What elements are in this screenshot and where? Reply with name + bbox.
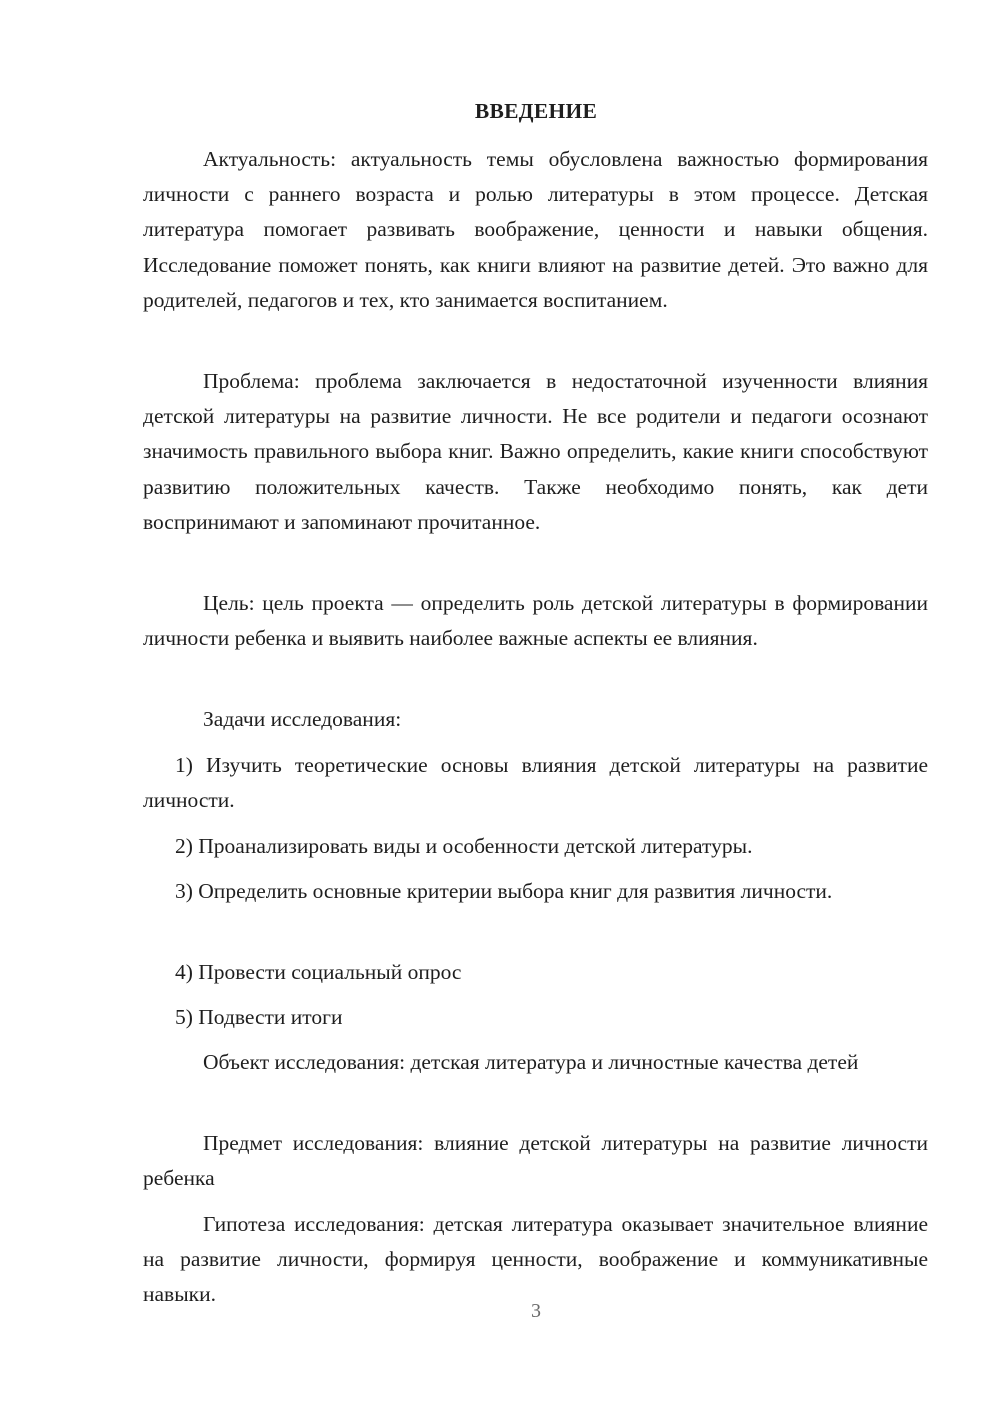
task-item-2: 2) Проанализировать виды и особенности детской литературы. [175, 834, 753, 858]
paragraph-relevance: Актуальность: актуальность темы обусловлена важностью формирования личности с раннего возраста и ролью литературы в этом процессе. Детская литература помогает развивать воображение, ценности и навыки общения. Исследование поможет понять, как книги влияют на развитие детей. Это важно для родителей, педагогов и тех, кто занимается воспитанием. [143, 147, 928, 312]
task-item-3: 3) Определить основные критерии выбора книг для развития личности. [175, 879, 833, 903]
task-item-4: 4) Провести социальный опрос [175, 960, 462, 984]
paragraph-hypothesis: Гипотеза исследования: детская литература оказывает значительное влияние на развитие личности, формируя ценности, воображение и коммуникативные навыки. [143, 1212, 928, 1307]
task-item-1: 1) Изучить теоретические основы влияния детской литературы на развитие личности. [143, 753, 928, 813]
task-item-5: 5) Подвести итоги [175, 1005, 343, 1029]
page-number: 3 [531, 1300, 541, 1322]
tasks-heading: Задачи исследования: [203, 707, 402, 731]
paragraph-subject: Предмет исследования: влияние детской литературы на развитие личности ребенка [143, 1131, 928, 1191]
paragraph-goal: Цель: цель проекта — определить роль детской литературы в формировании личности ребенка и выявить наиболее важные аспекты ее влияния. [143, 591, 928, 651]
page-title: ВВЕДЕНИЕ [474, 99, 598, 123]
paragraph-problem: Проблема: проблема заключается в недостаточной изученности влияния детской литературы на развитие личности. Не все родители и педагоги осознают значимость правильного выбора книг. Важно определить, какие книги способствуют развитию положительных качеств. Также необходимо понять, как дети воспринимают и запоминают прочитанное. [143, 369, 928, 534]
paragraph-object: Объект исследования: детская литература и личностные качества детей [203, 1050, 859, 1074]
